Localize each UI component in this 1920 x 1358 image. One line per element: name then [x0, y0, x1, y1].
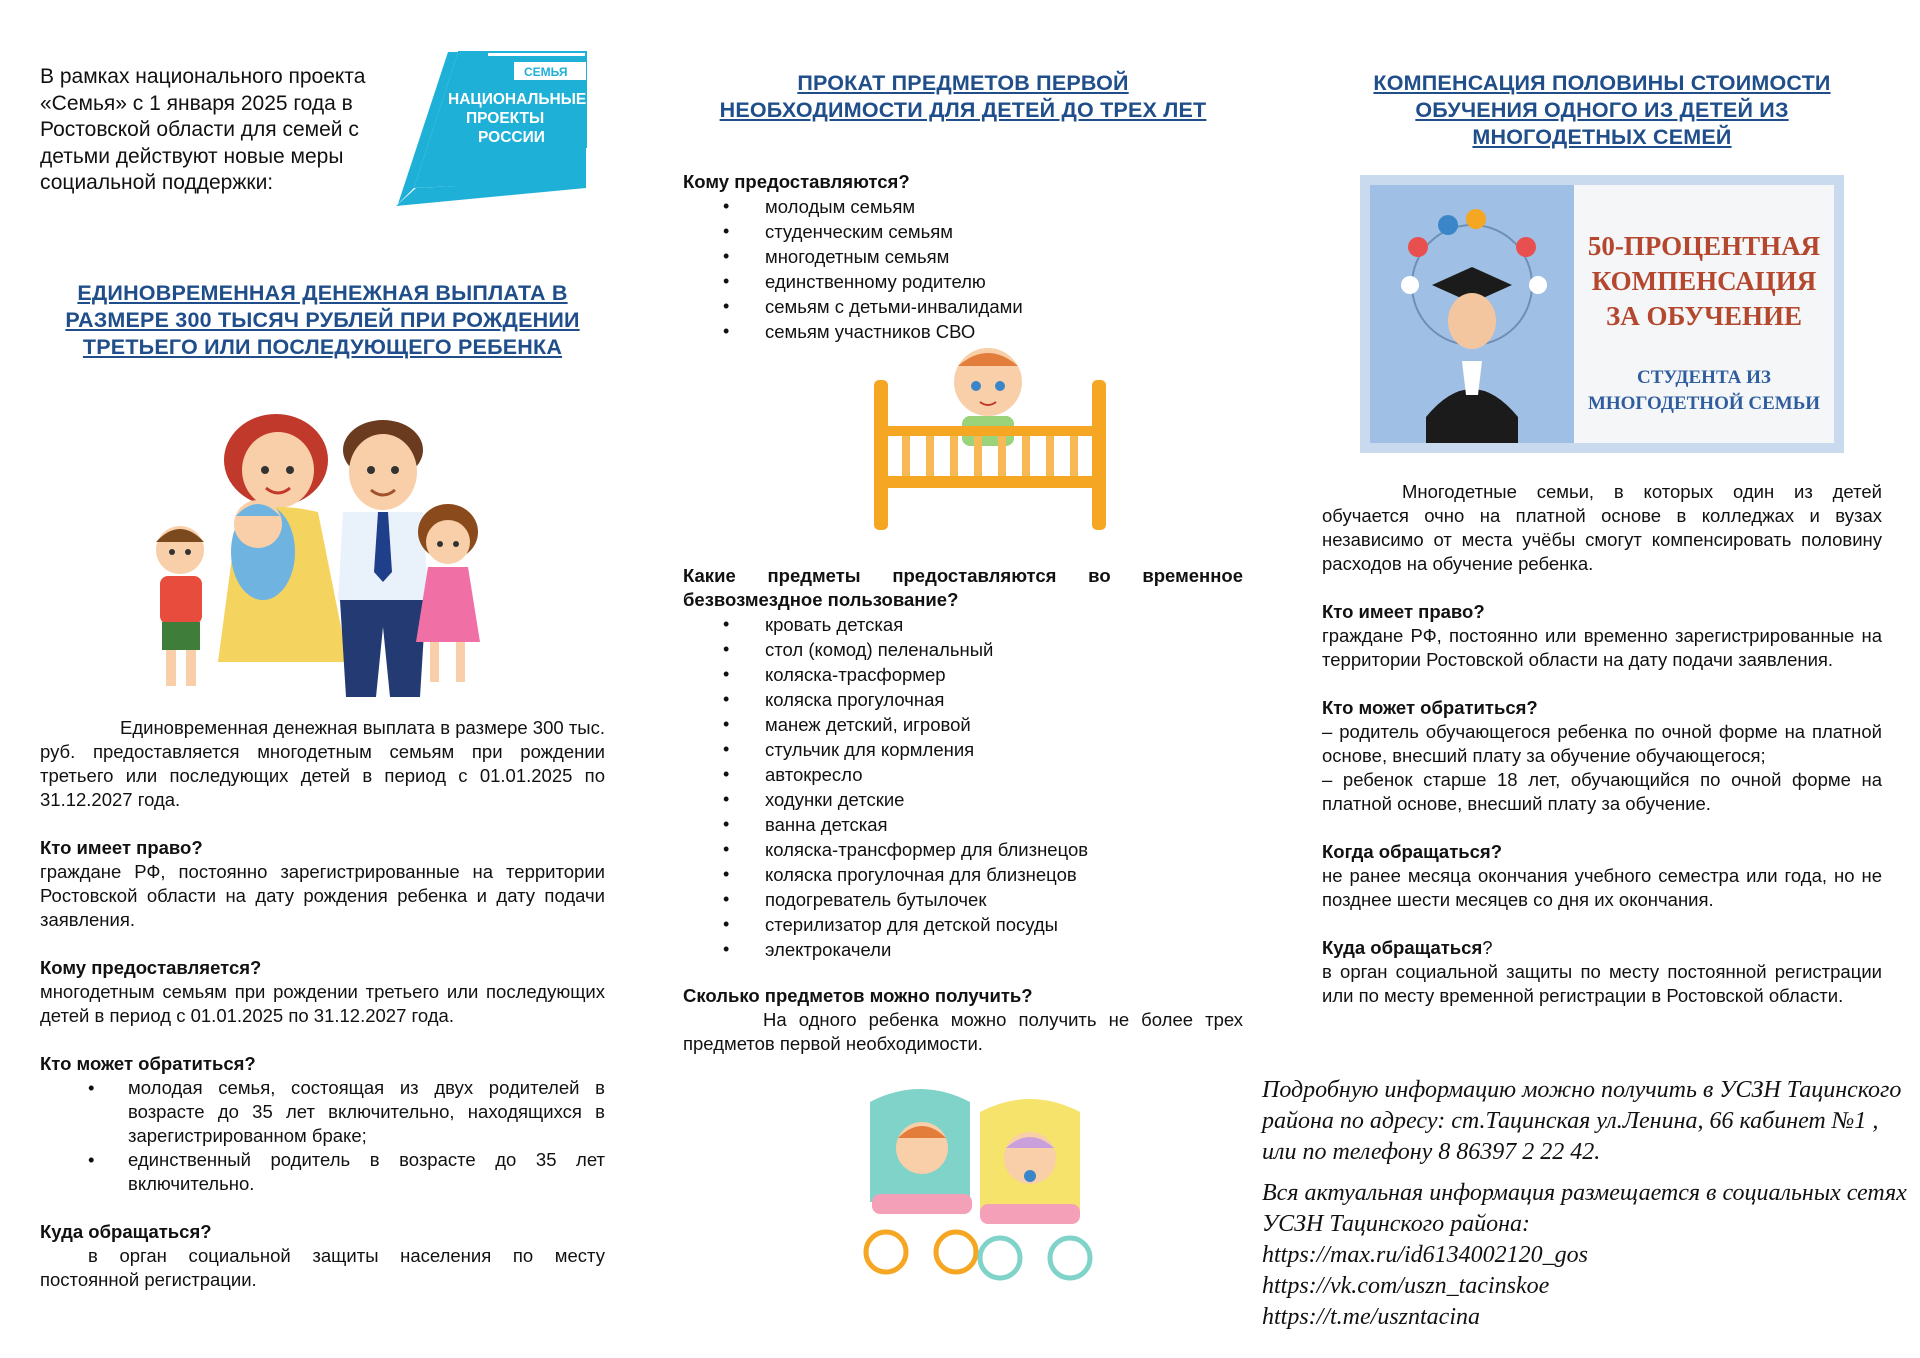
svg-text:ЗА ОБУЧЕНИЕ: ЗА ОБУЧЕНИЕ — [1605, 301, 1803, 331]
rental-items-list — [683, 612, 1243, 962]
list-item: • коляска прогулочная для близнецов — [765, 862, 1243, 887]
svg-text:50-ПРОЦЕНТНАЯ: 50-ПРОЦЕНТНАЯ — [1587, 231, 1821, 261]
svg-text:СТУДЕНТА ИЗ: СТУДЕНТА ИЗ — [1637, 367, 1771, 388]
compensation-q-when: Когда обращаться? — [1322, 841, 1503, 862]
link-telegram[interactable]: https://t.me/uszntacina — [1262, 1304, 1480, 1330]
svg-text:НАЦИОНАЛЬНЫЕ: НАЦИОНАЛЬНЫЕ — [448, 91, 587, 108]
graduate-illustration — [1370, 185, 1834, 443]
strollers-illustration — [860, 1082, 1100, 1282]
compensation-a-applies-parent: – родитель обучающегося ребенка по очной форме на платной основе, внесший плату за обучение обучающегося; — [1322, 721, 1882, 766]
social-info: Вся актуальная информация размещается в социальных сетях УСЗН Тацинского района: — [1262, 1180, 1907, 1237]
rental-a-count: На одного ребенка можно получить не более трех предметов первой необходимости. — [683, 1009, 1243, 1054]
compensation-q-applies: Кто может обратиться? — [1322, 697, 1538, 718]
payment-q-where: Куда обращаться? — [40, 1221, 212, 1242]
rental-recipients-list — [683, 194, 1243, 344]
crib-illustration — [870, 346, 1110, 536]
list-item: • единственному родителю — [765, 269, 1243, 294]
list-item: • единственный родитель в возрасте до 35 лет включительно. — [128, 1148, 605, 1196]
payment-q-who-gets: Кому предоставляется? — [40, 957, 262, 978]
list-item: • электрокачели — [765, 937, 1243, 962]
compensation-banner — [1360, 175, 1844, 453]
compensation-a-eligible: граждане РФ, постоянно или временно зарегистрированные на территории Ростовской области на дату подачи заявления. — [1322, 625, 1882, 670]
payment-heading: ЕДИНОВРЕМЕННАЯ ДЕНЕЖНАЯ ВЫПЛАТА В РАЗМЕРЕ 300 ТЫСЯЧ РУБЛЕЙ ПРИ РОЖДЕНИИ ТРЕТЬЕГО ИЛИ ПОСЛЕДУЮЩЕГО РЕБЕНКА — [65, 281, 580, 359]
list-item: • коляска-трасформер — [765, 662, 1243, 687]
list-item: • коляска-трансформер для близнецов — [765, 837, 1243, 862]
svg-text:СЕМЬЯ: СЕМЬЯ — [524, 65, 568, 79]
social-links — [1262, 1240, 1912, 1333]
list-item: • манеж детский, игровой — [765, 712, 1243, 737]
list-item: • кровать детская — [765, 612, 1243, 637]
svg-text:ПРОЕКТЫ: ПРОЕКТЫ — [466, 110, 545, 127]
list-item: • многодетным семьям — [765, 244, 1243, 269]
rental-q-items: Какие предметы предоставляются во временное безвозмездное пользование? — [683, 565, 1243, 610]
list-item: • молодым семьям — [765, 194, 1243, 219]
svg-text:РОССИИ: РОССИИ — [478, 129, 545, 146]
compensation-q-where: Куда обращаться? — [1322, 937, 1493, 958]
compensation-heading: КОМПЕНСАЦИЯ ПОЛОВИНЫ СТОИМОСТИ ОБУЧЕНИЯ ОДНОГО ИЗ ДЕТЕЙ ИЗ МНОГОДЕТНЫХ СЕМЕЙ — [1373, 71, 1831, 149]
svg-text:МНОГОДЕТНОЙ СЕМЬИ: МНОГОДЕТНОЙ СЕМЬИ — [1587, 393, 1821, 414]
list-item: • стульчик для кормления — [765, 737, 1243, 762]
national-projects-logo — [396, 48, 588, 206]
payment-a-who-eligible: граждане РФ, постоянно зарегистрированные на территории Ростовской области на дату рождения ребенка и дату подачи заявления. — [40, 861, 605, 930]
list-item: • подогреватель бутылочек — [765, 887, 1243, 912]
compensation-q-eligible: Кто имеет право? — [1322, 601, 1485, 622]
compensation-intro: Многодетные семьи, в которых один из детей обучается очно на платной основе в колледжах и вузах независимо от места учёбы смогут компенсировать половину расходов на обучение ребенка. — [1322, 481, 1882, 574]
compensation-a-when: не ранее месяца окончания учебного семестра или года, но не позднее шести месяцев со дня их окончания. — [1322, 865, 1882, 910]
intro-text: В рамках национального проекта «Семья» с 1 января 2025 года в Ростовской области для семей с детьми действуют новые меры социальной поддержки: — [40, 65, 366, 194]
list-item: • молодая семья, состоящая из двух родителей в возрасте до 35 лет включительно, находящихся в зарегистрированном браке; — [128, 1076, 605, 1148]
list-item: • стерилизатор для детской посуды — [765, 912, 1243, 937]
list-item: • студенческим семьям — [765, 219, 1243, 244]
list-item: • стол (комод) пеленальный — [765, 637, 1243, 662]
payment-intro: Единовременная денежная выплата в размере 300 тыс. руб. предоставляется многодетным семьям при рождении третьего или последующих детей в период с 01.01.2025 по 31.12.2027 года. — [40, 717, 605, 810]
compensation-a-applies-child: – ребенок старше 18 лет, обучающийся по очной форме на платной основе, внесший плату за обучение. — [1322, 769, 1882, 814]
link-max[interactable]: https://max.ru/id6134002120_gos — [1262, 1242, 1589, 1268]
list-item: • ходунки детские — [765, 787, 1243, 812]
rental-heading: ПРОКАТ ПРЕДМЕТОВ ПЕРВОЙ НЕОБХОДИМОСТИ ДЛЯ ДЕТЕЙ ДО ТРЕХ ЛЕТ — [719, 71, 1207, 122]
list-item: • автокресло — [765, 762, 1243, 787]
rental-q-who: Кому предоставляются? — [683, 171, 910, 192]
link-vk[interactable]: https://vk.com/uszn_tacinskoe — [1262, 1273, 1550, 1299]
payment-q-who-eligible: Кто имеет право? — [40, 837, 203, 858]
list-item: • семьям участников СВО — [765, 319, 1243, 344]
payment-q-who-applies: Кто может обратиться? — [40, 1053, 256, 1074]
family-illustration — [128, 412, 498, 704]
rental-q-count: Сколько предметов можно получить? — [683, 985, 1033, 1006]
compensation-a-where: в орган социальной защиты по месту постоянной регистрации или по месту временной регистрации в Ростовской области. — [1322, 961, 1882, 1006]
list-item: • коляска прогулочная — [765, 687, 1243, 712]
list-item: • ванна детская — [765, 812, 1243, 837]
list-item: • семьям с детьми-инвалидами — [765, 294, 1243, 319]
svg-text:КОМПЕНСАЦИЯ: КОМПЕНСАЦИЯ — [1591, 266, 1817, 296]
payment-a-who-gets: многодетным семьям при рождении третьего или последующих детей в период с 01.01.2025 по 31.12.2027 года. — [40, 981, 605, 1026]
payment-applicants-list — [40, 1076, 605, 1196]
payment-a-where: в орган социальной защиты населения по месту постоянной регистрации. — [40, 1245, 605, 1290]
contact-info: Подробную информацию можно получить в УСЗН Тацинского района по адресу: ст.Тацинская ул.Ленина, 66 кабинет №1 , или по телефону 8 86397 2 22 42. — [1262, 1077, 1902, 1165]
